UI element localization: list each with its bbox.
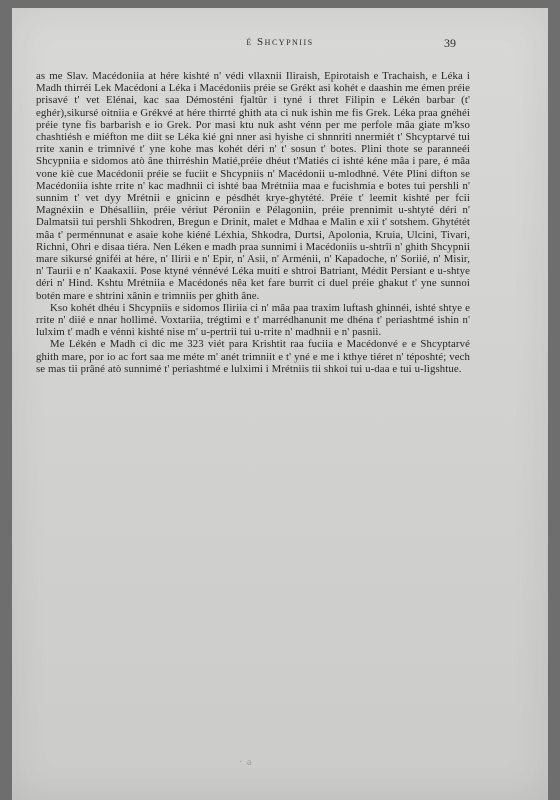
paragraph-2: Kso kohét dhéu i Shcypniis e sidomos Iliriia ci n' mâa paa traxim luftash ghinnéi, ishté shtye e rrite n' diié e nnar hollimé. Voxtariia, trégtimi e t' marrédhanunit me dhéna t' periashtmé ishin n' lulxim t' madh e vénni kishté nise m' u-pertrii tui u-rrite n' madhnii e n' pasnii. — [36, 301, 470, 339]
paragraph-1: as me Slav. Macédoniia at hére kishté n' védi vllaxnii Iliraish, Epirotaish e Trachaish, e Léka i Madh thirréi Lek Macédoni a Léka i Macédoniis préie se Grékt asi kohét e daashin me émen préie prisavé t' vet Elénai, kac saa Démosténi fjaltûr i tyné i thret Filipin e Lékén barbar (t' eghér),sikursé oitniia e Grékvé at hére thirrté ghith ata ci nuk ishin me fis Grek. Léka praa gnéhéi préie tyne fis barbarish e io Grek. Por masi ktu nuk asht vénn per me perfole mâa giate m'kso chashtiésh e miéfton me diit se Léka kié gni nner asi hyishe ci shnnriti nnermiét t' Shcyptarvé tui rrite xanin e trimnivé t' yne kohe mas kohét déri n' t' sosun t' botes. Plini thote se paranneéi Shcypniia e sidomos atò âne thirréshin Matié,préie dhéut t'Matiés ci ishté kéne mâa i pare, é mâa vone kiè cue Macédonii préie se fuciit e Shcypniis n' Macédonii u-mlodhné. Véte Plini difton se Macédoniia ishte rrite n' kac madhnii ci ishté baa Mrétniia maa e fucishmia e botes tui pershli n' sunnim t' vet dyy Mrétnii e gnicinn e pésdhét krye-ghytété. Préie t' leemit kishté per fcii Magnéxiin e Dhésalliin, préie vériut Péroniin e Pélagoniin, préie prennimit u-shtyté déri n' Dalmatsii tui pershli Shkodren, Bregun e Drinit, malet e Mdhaa e Malin e xii t' sotshem. Ghytétét mâa t' perménnunat e asaie kohe kiéné Léxhia, Shkodra, Durtsi, Apolonia, Kruia, Ulcini, Tivari, Richni, Ohri e disaa tiéra. Nen Léken e madh praa sunnimi i Macédoniis u-shtrîi n' ghith Shcypnii mare sikursé gniféi at hére, n' Ilirii e n' Epir, n' Asii, n' Arménii, n' Kapadoche, n' Soriié, n' Misir, n' Taurii e n' Kaakaxii. Pose ktyné vénnévé Léka muiti e shtroi Batriant, Médit Persiant e u-shtye déri n' Hind. Kshtu Mrétniia e Macédonés nêa ket fare burrit ci duel préie ghakut t' yne sunnoi botén mare e shtrini xânin e trimniis per ghith âne. — [36, 70, 470, 302]
body-text — [36, 70, 470, 375]
running-title: é Shcypniis — [246, 36, 314, 48]
page-number: 39 — [444, 36, 456, 50]
page-header — [12, 36, 548, 56]
book-page — [12, 8, 548, 800]
paragraph-3: Me Lékén e Madh ci dic me 323 viét para Krishtit raa fuciia e Macédonvé e e Shcyptarvé ghith mare, por io ac fort saa me méte m' anét trimniit e t' yné e me i kthye tiéret n' téposhté; vech se mas tii prâné atò sunnimé t' periashtmé e lulximi i Mrétniis tii shkoi tui u-daa e tui u-ligshtue. — [36, 338, 470, 375]
printer-mark: · a — [239, 757, 253, 768]
